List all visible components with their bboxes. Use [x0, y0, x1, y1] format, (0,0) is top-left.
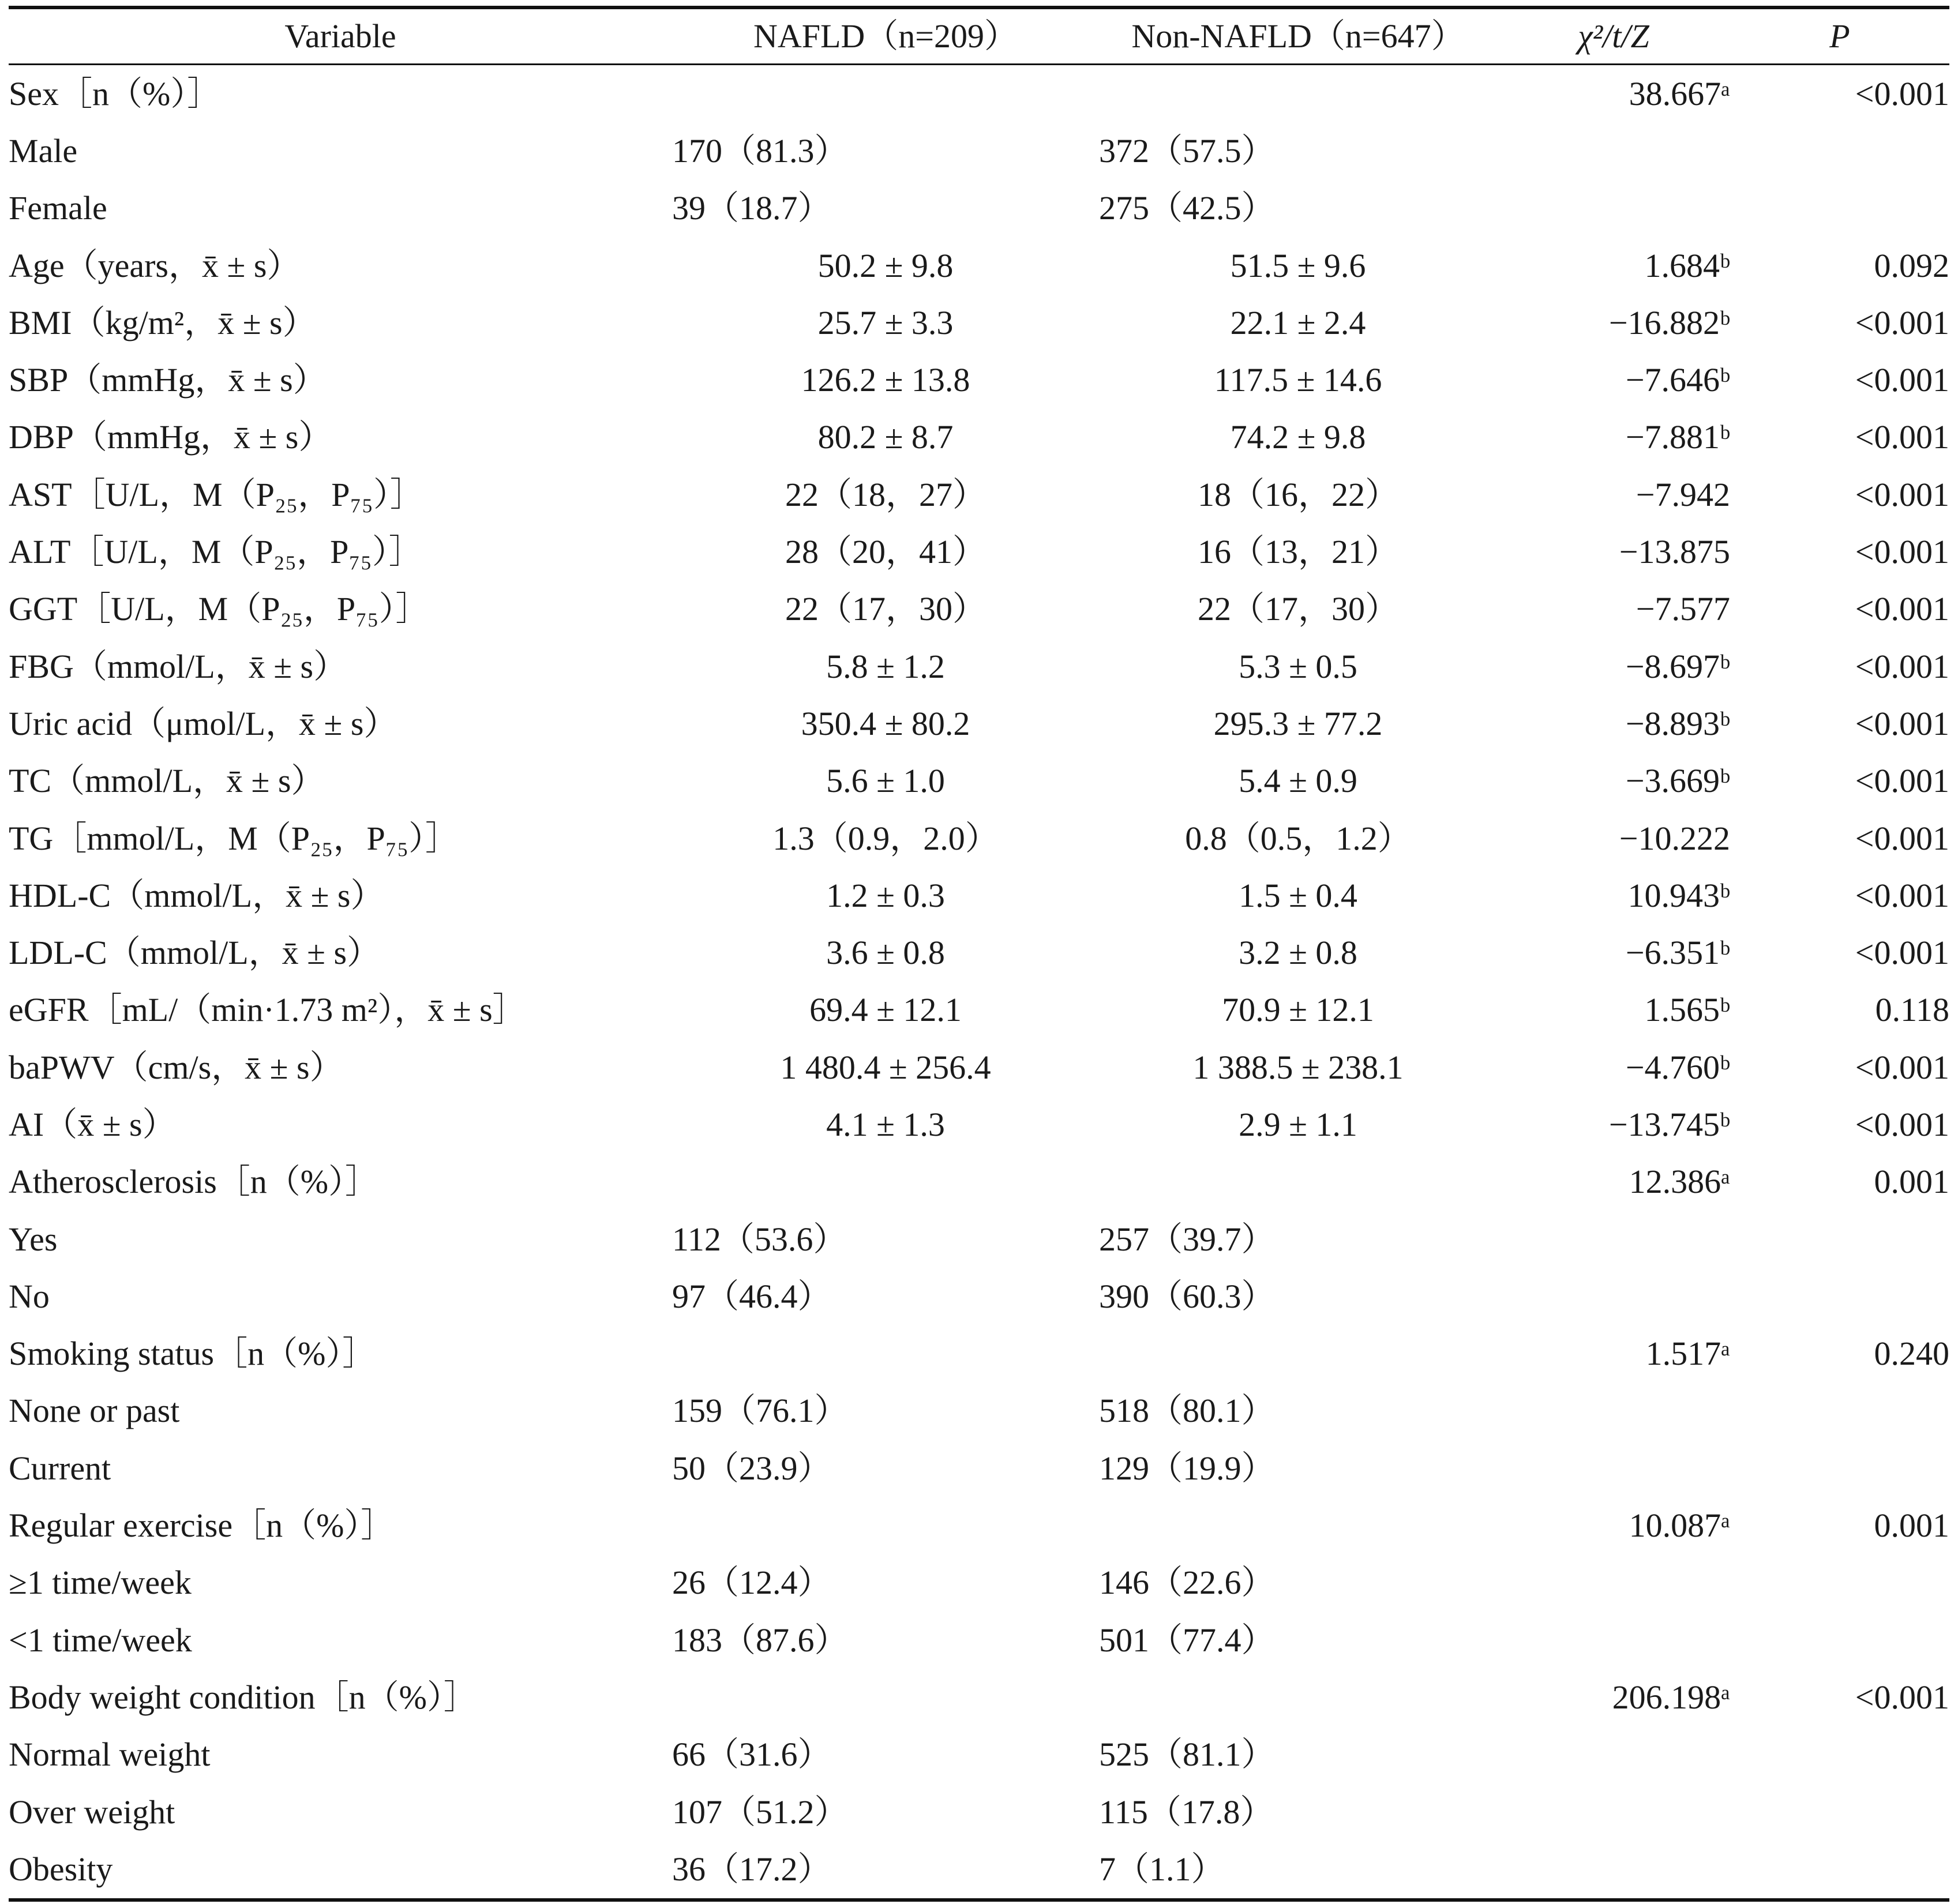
cell-p-value — [1730, 1211, 1949, 1268]
cell-test-statistic: 1.517ᵃ — [1645, 1335, 1730, 1373]
cell-p-value: <0.001 — [1855, 590, 1949, 628]
table-row — [9, 466, 1949, 523]
cell-non-nafld: 18（16，22） — [1197, 475, 1398, 513]
cell-nafld: 170（81.3） — [672, 132, 848, 170]
cell-nafld: 25.7 ± 3.3 — [817, 303, 954, 341]
table-row — [9, 638, 1949, 695]
cell-nafld: 66（31.6） — [672, 1736, 831, 1774]
cell-test-statistic — [1497, 1554, 1730, 1612]
cell-p-value — [1730, 1726, 1949, 1783]
cell-p-value: <0.001 — [1855, 876, 1949, 914]
table-row — [9, 1726, 1949, 1783]
cell-test-statistic: 206.198ᵃ — [1612, 1678, 1730, 1716]
table-row — [9, 1325, 1949, 1383]
cell-non-nafld — [1099, 1325, 1497, 1383]
cell-nafld — [672, 1669, 1099, 1726]
header-non-nafld: Non-NAFLD（n=647） — [1131, 17, 1465, 55]
cell-variable: Uric acid（μmol/L，x̄ ± s） — [9, 704, 397, 742]
cell-p-value: <0.001 — [1855, 361, 1949, 399]
cell-nafld: 1 480.4 ± 256.4 — [780, 1048, 991, 1086]
cell-non-nafld: 1.5 ± 0.4 — [1239, 876, 1357, 914]
cell-test-statistic: 10.087ᵃ — [1629, 1507, 1730, 1545]
cell-test-statistic: 1.684ᵇ — [1644, 246, 1730, 284]
cell-nafld: 26（12.4） — [672, 1564, 831, 1602]
cell-test-statistic — [1497, 1841, 1730, 1899]
cell-p-value — [1730, 1841, 1949, 1899]
cell-variable: Smoking status［n（%）］ — [9, 1335, 376, 1373]
cell-variable: Normal weight — [9, 1736, 211, 1774]
cell-p-value — [1730, 1268, 1949, 1325]
cell-non-nafld: 7（1.1） — [1099, 1850, 1225, 1888]
cell-variable: AI（x̄ ± s） — [9, 1105, 176, 1143]
cell-nafld: 126.2 ± 13.8 — [801, 361, 970, 399]
cell-test-statistic: −8.893ᵇ — [1625, 704, 1730, 742]
cell-p-value — [1730, 122, 1949, 179]
cell-non-nafld — [1099, 65, 1497, 123]
cell-nafld — [672, 1154, 1099, 1211]
cell-variable: Male — [9, 132, 78, 170]
cell-non-nafld: 117.5 ± 14.6 — [1214, 361, 1382, 399]
cell-p-value: <0.001 — [1855, 819, 1949, 857]
cell-p-value: <0.001 — [1855, 1048, 1949, 1086]
cell-non-nafld: 372（57.5） — [1099, 132, 1275, 170]
cell-non-nafld — [1099, 1497, 1497, 1554]
cell-test-statistic — [1497, 122, 1730, 179]
cell-test-statistic: −7.577 — [1636, 590, 1730, 628]
table-row — [9, 581, 1949, 638]
cell-nafld: 28（20，41） — [785, 533, 986, 571]
cell-p-value: 0.001 — [1874, 1507, 1949, 1545]
cell-variable: Sex［n（%）］ — [9, 74, 221, 112]
cell-nafld: 22（17，30） — [785, 590, 986, 628]
cell-test-statistic: −7.646ᵇ — [1625, 361, 1730, 399]
table-row — [9, 180, 1949, 237]
cell-variable: BMI（kg/m²，x̄ ± s） — [9, 303, 316, 341]
cell-nafld: 69.4 ± 12.1 — [809, 991, 962, 1029]
cell-non-nafld: 0.8（0.5，1.2） — [1185, 819, 1411, 857]
cell-variable: Atherosclerosis［n（%）］ — [9, 1163, 379, 1201]
cell-non-nafld: 275（42.5） — [1099, 189, 1275, 227]
table-row — [9, 695, 1949, 752]
cell-nafld — [672, 1497, 1099, 1554]
cell-nafld: 5.6 ± 1.0 — [826, 762, 945, 800]
cell-nafld: 112（53.6） — [672, 1220, 847, 1258]
cell-non-nafld: 51.5 ± 9.6 — [1230, 246, 1366, 284]
table-row — [9, 1783, 1949, 1841]
cell-variable: eGFR［mL/（min·1.73 m²），x̄ ± s］ — [9, 991, 526, 1029]
cell-test-statistic — [1497, 1440, 1730, 1497]
cell-variable: ALT［U/L，M（P₂₅，P₇₅）］ — [9, 533, 422, 571]
cell-test-statistic: −13.745ᵇ — [1608, 1105, 1730, 1143]
cell-p-value: 0.001 — [1874, 1163, 1949, 1201]
cell-test-statistic: −16.882ᵇ — [1608, 303, 1730, 341]
cell-nafld: 159（76.1） — [672, 1392, 848, 1430]
cell-p-value: <0.001 — [1855, 762, 1949, 800]
cell-test-statistic: 12.386ᵃ — [1629, 1163, 1730, 1201]
cell-variable: TC（mmol/L，x̄ ± s） — [9, 762, 325, 800]
table-row — [9, 65, 1949, 123]
cell-variable: Regular exercise［n（%）］ — [9, 1507, 395, 1545]
table-row — [9, 1497, 1949, 1554]
table-row — [9, 1612, 1949, 1669]
cell-test-statistic: −7.881ᵇ — [1625, 418, 1730, 456]
cell-p-value: <0.001 — [1855, 1678, 1949, 1716]
cell-p-value: <0.001 — [1855, 704, 1949, 742]
cell-variable: Body weight condition［n（%）］ — [9, 1678, 477, 1716]
cell-variable: None or past — [9, 1392, 180, 1430]
cell-test-statistic — [1497, 1612, 1730, 1669]
table-row — [9, 924, 1949, 981]
cell-variable: TG［mmol/L，M（P₂₅，P₇₅）］ — [9, 819, 459, 857]
header-row — [9, 7, 1949, 65]
cell-p-value: <0.001 — [1855, 647, 1949, 685]
cell-variable: AST［U/L，M（P₂₅，P₇₅）］ — [9, 475, 423, 513]
table-row — [9, 1039, 1949, 1096]
cell-test-statistic — [1497, 1268, 1730, 1325]
cell-test-statistic: −6.351ᵇ — [1625, 934, 1730, 972]
cell-nafld: 5.8 ± 1.2 — [826, 647, 945, 685]
cell-variable: Age（years，x̄ ± s） — [9, 246, 301, 284]
cell-non-nafld — [1099, 1154, 1497, 1211]
cell-variable: Yes — [9, 1220, 58, 1258]
cell-non-nafld: 22（17，30） — [1197, 590, 1398, 628]
cell-p-value: <0.001 — [1855, 934, 1949, 972]
table-row — [9, 237, 1949, 294]
cell-non-nafld — [1099, 1669, 1497, 1726]
cell-test-statistic: 38.667ᵃ — [1629, 74, 1730, 112]
cell-p-value — [1730, 1440, 1949, 1497]
cell-non-nafld: 295.3 ± 77.2 — [1213, 704, 1383, 742]
table-row — [9, 1154, 1949, 1211]
table-row — [9, 810, 1949, 867]
cell-nafld: 4.1 ± 1.3 — [826, 1105, 945, 1143]
table-row — [9, 409, 1949, 466]
header-nafld: NAFLD（n=209） — [753, 17, 1018, 55]
cell-non-nafld: 390（60.3） — [1099, 1277, 1275, 1315]
cell-nafld: 50.2 ± 9.8 — [817, 246, 954, 284]
cell-nafld: 183（87.6） — [672, 1621, 848, 1659]
table-row — [9, 1383, 1949, 1440]
cell-p-value — [1730, 1612, 1949, 1669]
header-p-value: P — [1829, 17, 1850, 55]
table-row — [9, 1841, 1949, 1899]
header-test-statistic: χ²/t/Z — [1578, 17, 1649, 55]
table-row — [9, 1440, 1949, 1497]
cell-p-value: <0.001 — [1855, 533, 1949, 571]
table-row — [9, 1096, 1949, 1153]
cell-p-value: 0.240 — [1874, 1335, 1949, 1373]
cell-non-nafld: 525（81.1） — [1099, 1736, 1275, 1774]
cell-non-nafld: 115（17.8） — [1099, 1793, 1274, 1831]
cell-p-value — [1730, 1383, 1949, 1440]
cell-p-value: <0.001 — [1855, 74, 1949, 112]
cell-nafld: 1.3（0.9，2.0） — [772, 819, 999, 857]
cell-p-value — [1730, 1783, 1949, 1841]
cell-p-value — [1730, 180, 1949, 237]
cell-variable: ≥1 time/week — [9, 1564, 192, 1602]
header-variable: Variable — [284, 17, 396, 55]
cell-nafld: 50（23.9） — [672, 1449, 831, 1487]
cell-test-statistic: 1.565ᵇ — [1644, 991, 1730, 1029]
table-row — [9, 867, 1949, 924]
cell-test-statistic — [1497, 1383, 1730, 1440]
cell-nafld — [672, 65, 1099, 123]
table-row — [9, 1669, 1949, 1726]
cell-p-value: <0.001 — [1855, 1105, 1949, 1143]
cell-nafld: 80.2 ± 8.7 — [817, 418, 954, 456]
cell-p-value: <0.001 — [1855, 418, 1949, 456]
cell-non-nafld: 70.9 ± 12.1 — [1222, 991, 1374, 1029]
cell-nafld: 1.2 ± 0.3 — [826, 876, 945, 914]
cell-non-nafld: 1 388.5 ± 238.1 — [1192, 1048, 1404, 1086]
cell-nafld: 36（17.2） — [672, 1850, 831, 1888]
cell-test-statistic — [1497, 1726, 1730, 1783]
cell-p-value: 0.092 — [1874, 246, 1949, 284]
cell-p-value: 0.118 — [1875, 991, 1949, 1029]
cell-variable: Obesity — [9, 1850, 113, 1888]
table-row — [9, 982, 1949, 1039]
cell-variable: FBG（mmol/L，x̄ ± s） — [9, 647, 347, 685]
cell-p-value: <0.001 — [1855, 475, 1949, 513]
cell-variable: LDL-C（mmol/L，x̄ ± s） — [9, 934, 381, 972]
cell-non-nafld: 129（19.9） — [1099, 1449, 1275, 1487]
cell-variable: Over weight — [9, 1793, 175, 1831]
cell-variable: No — [9, 1277, 50, 1315]
cell-nafld: 107（51.2） — [672, 1793, 848, 1831]
cell-test-statistic: −4.760ᵇ — [1625, 1048, 1730, 1086]
cell-p-value — [1730, 1554, 1949, 1612]
cell-variable: baPWV（cm/s，x̄ ± s） — [9, 1048, 343, 1086]
table-row — [9, 122, 1949, 179]
cell-non-nafld: 5.3 ± 0.5 — [1239, 647, 1357, 685]
cell-non-nafld: 2.9 ± 1.1 — [1239, 1105, 1357, 1143]
cell-test-statistic — [1497, 180, 1730, 237]
cell-test-statistic — [1497, 1211, 1730, 1268]
cell-variable: <1 time/week — [9, 1621, 192, 1659]
cell-non-nafld: 74.2 ± 9.8 — [1230, 418, 1366, 456]
table-row — [9, 1211, 1949, 1268]
cell-non-nafld: 3.2 ± 0.8 — [1239, 934, 1357, 972]
cell-variable: DBP（mmHg，x̄ ± s） — [9, 418, 332, 456]
cell-test-statistic: 10.943ᵇ — [1627, 876, 1730, 914]
cell-test-statistic: −8.697ᵇ — [1625, 647, 1730, 685]
cell-test-statistic: −13.875 — [1619, 533, 1730, 571]
cell-variable: HDL-C（mmol/L，x̄ ± s） — [9, 876, 384, 914]
cell-variable: SBP（mmHg，x̄ ± s） — [9, 361, 327, 399]
cell-non-nafld: 257（39.7） — [1099, 1220, 1275, 1258]
cell-variable: Current — [9, 1449, 111, 1487]
cell-nafld: 350.4 ± 80.2 — [801, 704, 970, 742]
cell-test-statistic: −10.222 — [1619, 819, 1730, 857]
cell-nafld: 22（18，27） — [785, 475, 986, 513]
table-row — [9, 1554, 1949, 1612]
cell-test-statistic: −3.669ᵇ — [1625, 762, 1730, 800]
table-row — [9, 1268, 1949, 1325]
cell-nafld — [672, 1325, 1099, 1383]
cell-nafld: 39（18.7） — [672, 189, 831, 227]
cell-non-nafld: 518（80.1） — [1099, 1392, 1275, 1430]
cell-non-nafld: 501（77.4） — [1099, 1621, 1275, 1659]
cell-non-nafld: 22.1 ± 2.4 — [1230, 303, 1366, 341]
cell-test-statistic — [1497, 1783, 1730, 1841]
table-row — [9, 753, 1949, 810]
cell-non-nafld: 146（22.6） — [1099, 1564, 1275, 1602]
cell-variable: GGT［U/L，M（P₂₅，P₇₅）］ — [9, 590, 429, 628]
comparison-table — [9, 6, 1949, 1902]
cell-nafld: 97（46.4） — [672, 1277, 831, 1315]
cell-non-nafld: 5.4 ± 0.9 — [1239, 762, 1357, 800]
cell-non-nafld: 16（13，21） — [1197, 533, 1398, 571]
table-body — [9, 65, 1949, 1900]
cell-p-value: <0.001 — [1855, 303, 1949, 341]
table-row — [9, 294, 1949, 351]
cell-test-statistic: −7.942 — [1636, 475, 1730, 513]
table-row — [9, 351, 1949, 408]
cell-nafld: 3.6 ± 0.8 — [826, 934, 945, 972]
table-row — [9, 523, 1949, 580]
cell-variable: Female — [9, 189, 107, 227]
